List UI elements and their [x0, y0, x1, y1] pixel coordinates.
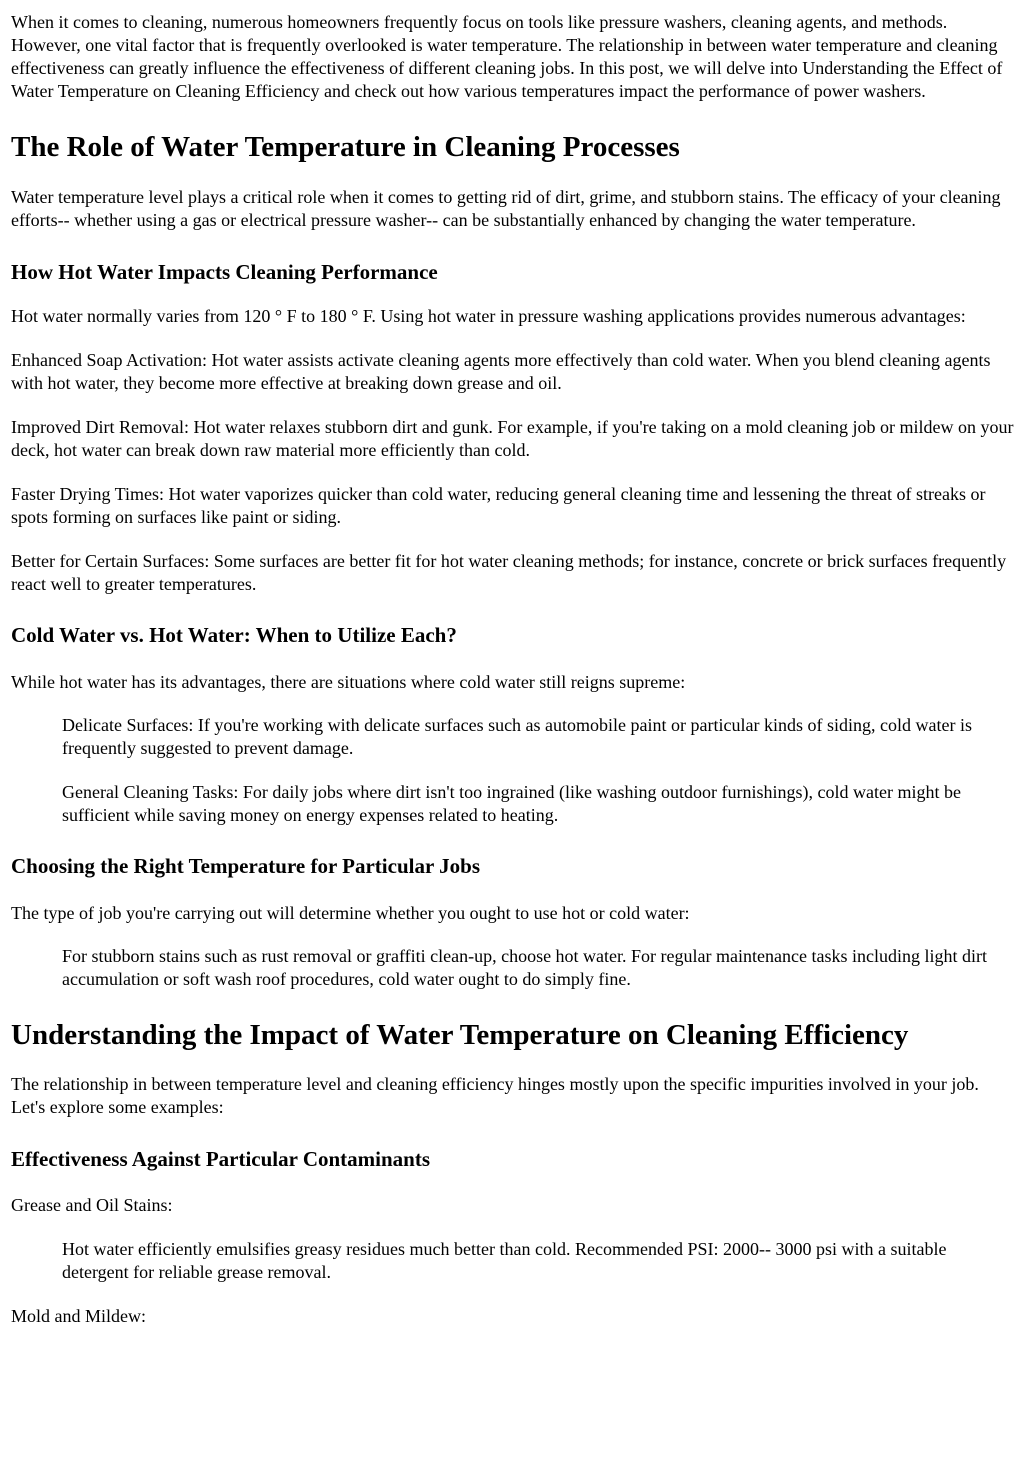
paragraph-certain-surfaces: Better for Certain Surfaces: Some surfaces are better fit for hot water cleaning methods; for instance, concrete or brick surfaces frequently react well to greater temperatures.: [11, 551, 1007, 594]
paragraph-choosing: The type of job you're carrying out will determine whether you ought to use hot or cold water:: [11, 903, 690, 923]
heading-understanding-impact: Understanding the Impact of Water Temperature on Cleaning Efficiency: [11, 1019, 909, 1051]
paragraph-soap-activation: Enhanced Soap Activation: Hot water assists activate cleaning agents more effectively than cold water. When you blend cleaning agents with hot water, they become more effective at breaking down grease and oil.: [11, 350, 991, 393]
heading-hot-water-impacts: How Hot Water Impacts Cleaning Performance: [11, 260, 438, 284]
quote-delicate-surfaces: Delicate Surfaces: If you're working with delicate surfaces such as automobile paint or particular kinds of siding, cold water is frequently suggested to prevent damage.: [62, 715, 972, 758]
heading-choosing-temperature: Choosing the Right Temperature for Particular Jobs: [11, 854, 481, 878]
heading-cold-vs-hot: Cold Water vs. Hot Water: When to Utilize Each?: [11, 623, 457, 647]
quote-choosing: For stubborn stains such as rust removal or graffiti clean-up, choose hot water. For regular maintenance tasks including light dirt accumulation or soft wash roof procedures, cold water ought to do simply fine.: [62, 946, 987, 989]
article: [0, 11, 1024, 1328]
paragraph-mold-mildew: Mold and Mildew:: [11, 1306, 146, 1326]
intro-paragraph: When it comes to cleaning, numerous homeowners frequently focus on tools like pressure washers, cleaning agents, and methods. However, one vital factor that is frequently overlooked is water temperature. The relationship in between water temperature and cleaning effectiveness can greatly influence the effectiveness of different cleaning jobs. In this post, we will delve into Understanding the Effect of Water Temperature on Cleaning Efficiency and check out how various temperatures impact the performance of power washers.: [11, 12, 1003, 101]
paragraph-grease-oil: Grease and Oil Stains:: [11, 1195, 173, 1215]
paragraph-role: Water temperature level plays a critical role when it comes to getting rid of dirt, grime, and stubborn stains. The efficacy of your cleaning efforts-- whether using a gas or electrical pressure washer-- can be substantially enhanced by changing the water temperature.: [11, 187, 1001, 230]
heading-role-of-water-temperature: The Role of Water Temperature in Cleaning Processes: [11, 131, 680, 163]
heading-particular-contaminants: Effectiveness Against Particular Contaminants: [11, 1147, 431, 1171]
paragraph-drying-times: Faster Drying Times: Hot water vaporizes quicker than cold water, reducing general cleaning time and lessening the threat of streaks or spots forming on surfaces like paint or siding.: [11, 484, 986, 527]
quote-general-cleaning: General Cleaning Tasks: For daily jobs where dirt isn't too ingrained (like washing outdoor furnishings), cold water might be sufficient while saving money on energy expenses related to heating.: [62, 782, 961, 825]
quote-grease: Hot water efficiently emulsifies greasy residues much better than cold. Recommended PSI: 2000-- 3000 psi with a suitable detergent for reliable grease removal.: [62, 1239, 947, 1282]
paragraph-understanding: The relationship in between temperature level and cleaning efficiency hinges mostly upon the specific impurities involved in your job. Let's explore some examples:: [11, 1074, 979, 1117]
paragraph-cold-water: While hot water has its advantages, there are situations where cold water still reigns supreme:: [11, 672, 686, 692]
paragraph-hot-water: Hot water normally varies from 120 ° F to 180 ° F. Using hot water in pressure washing applications provides numerous advantages:: [11, 306, 966, 326]
paragraph-dirt-removal: Improved Dirt Removal: Hot water relaxes stubborn dirt and gunk. For example, if you're taking on a mold cleaning job or mildew on your deck, hot water can break down raw material more efficiently than cold.: [11, 417, 1014, 460]
